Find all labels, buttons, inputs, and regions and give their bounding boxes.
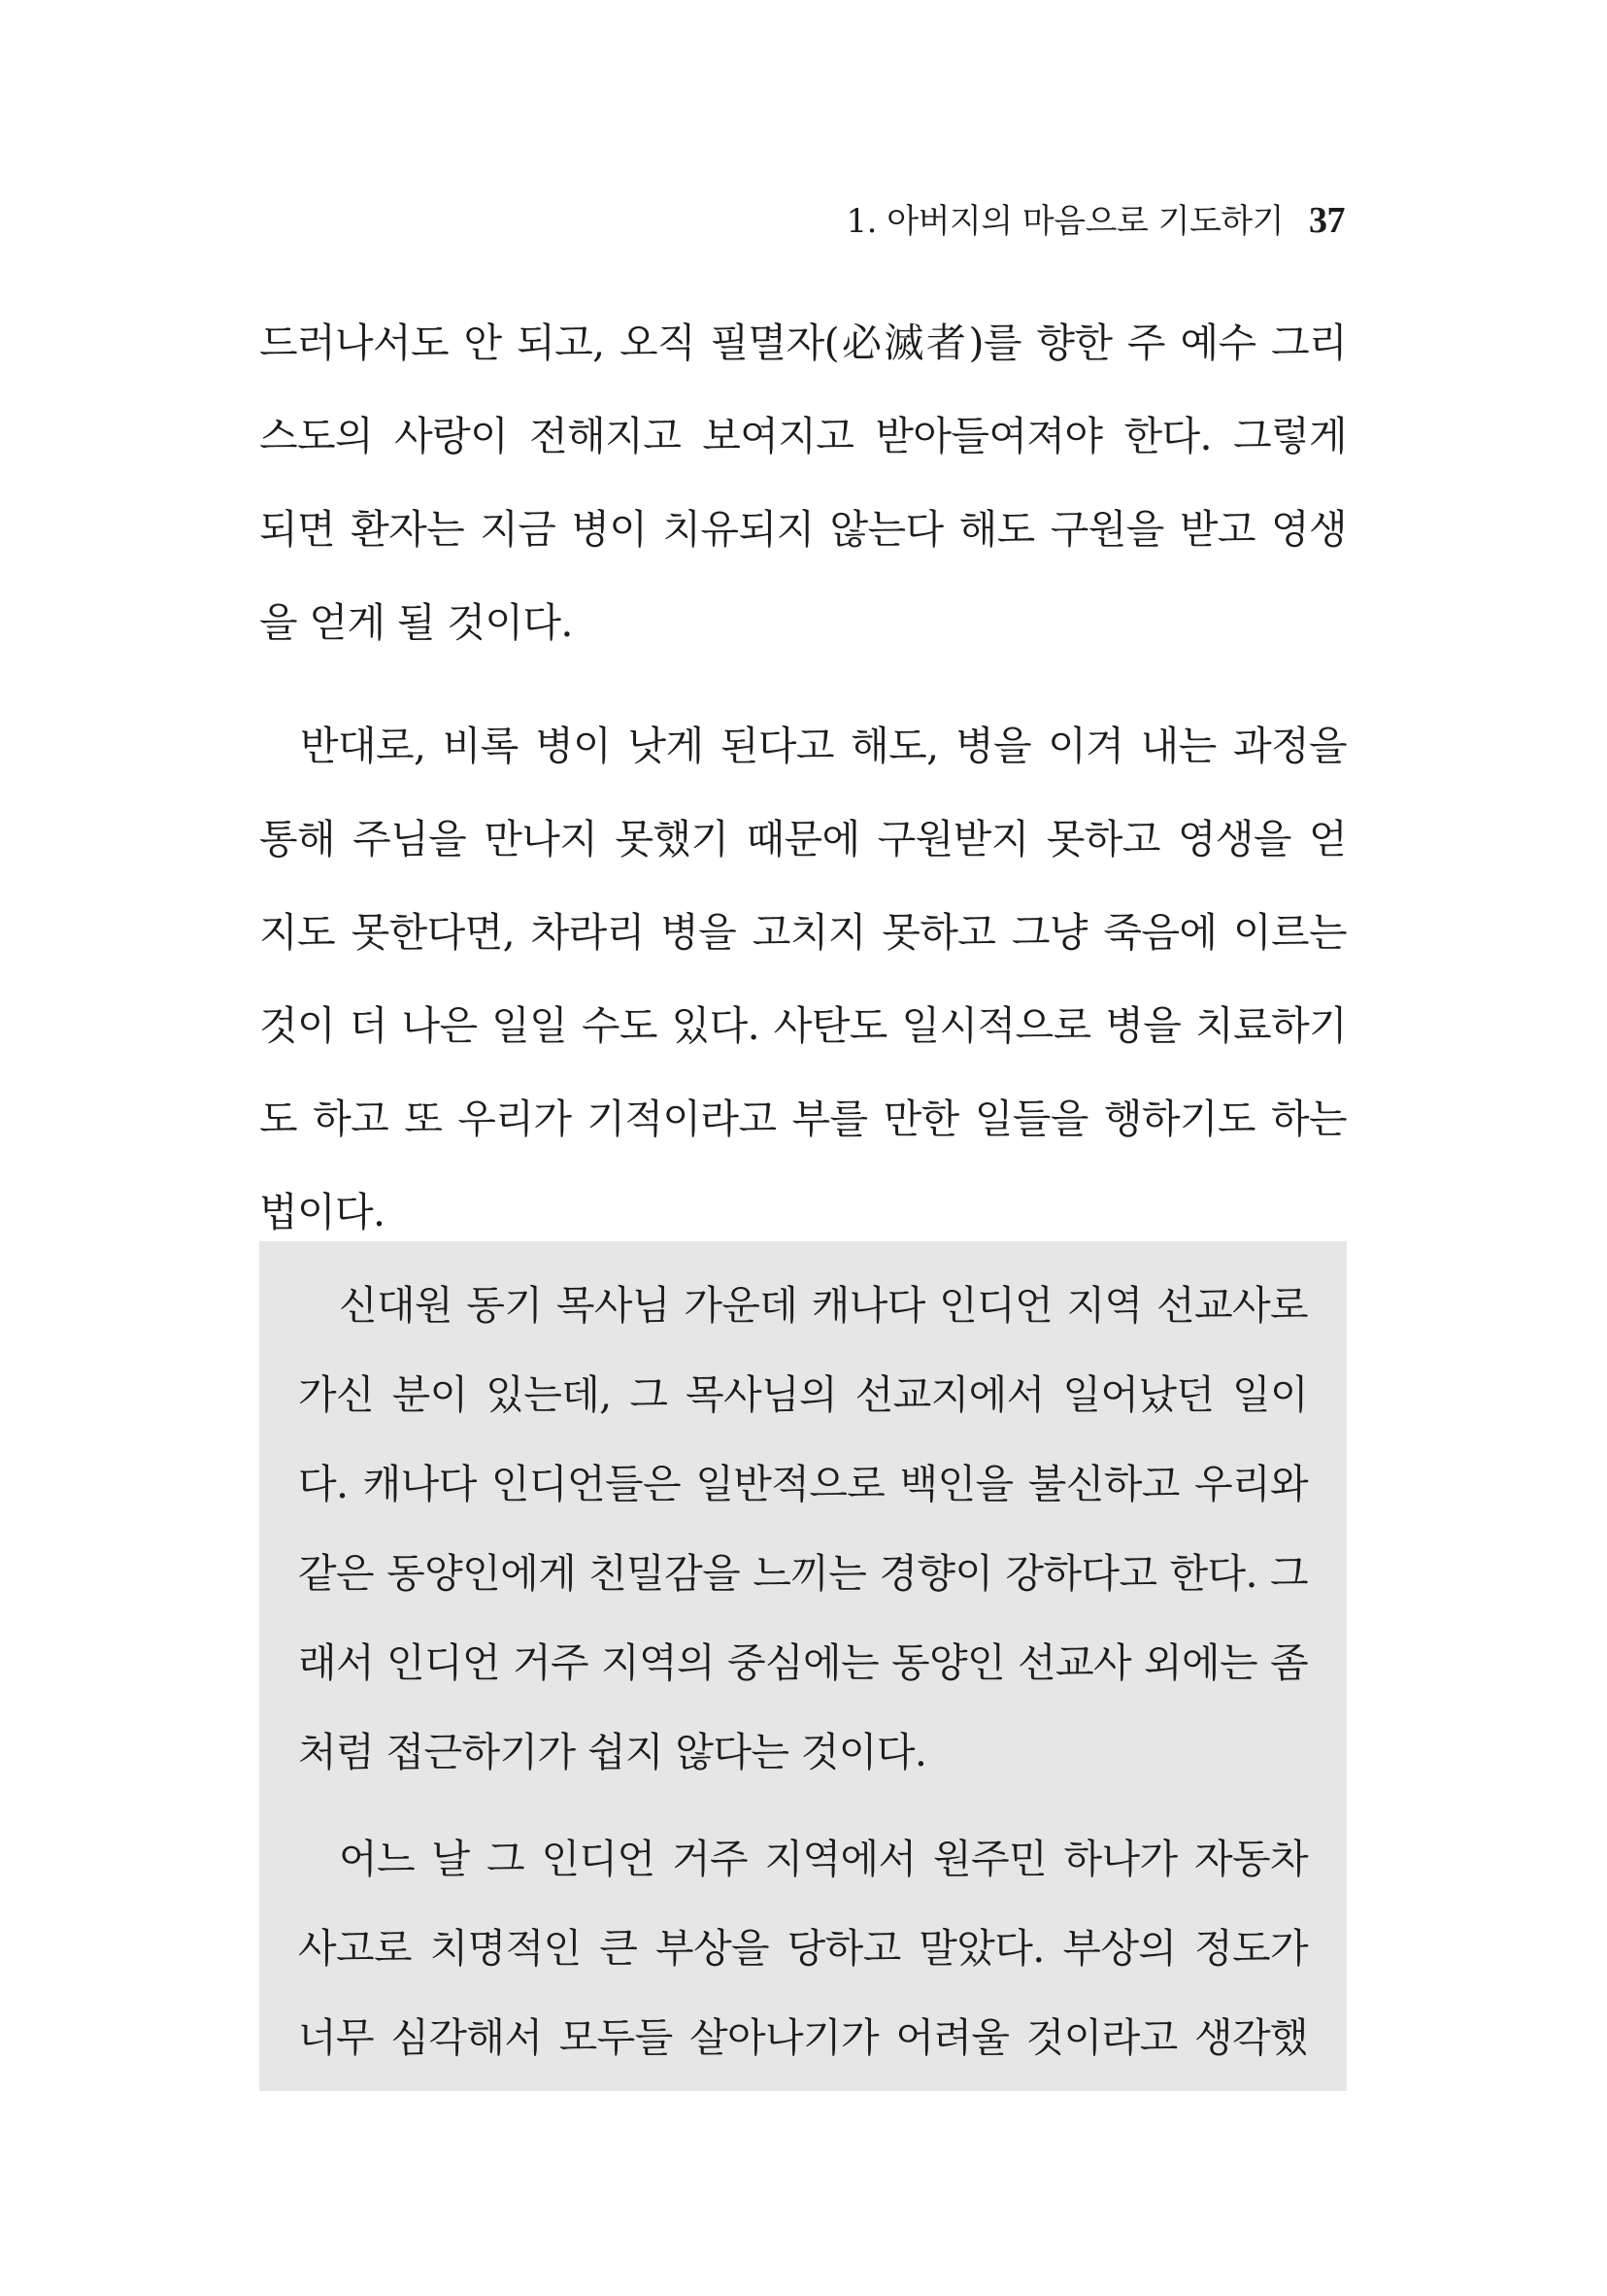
text-line: 래서 인디언 거주 지역의 중심에는 동양인 선교사 외에는 좀 bbox=[298, 1639, 1308, 1686]
paragraph-1 bbox=[259, 296, 1347, 669]
paragraph-2 bbox=[259, 699, 1347, 1259]
inset-paragraph-1 bbox=[298, 1261, 1308, 1797]
running-header bbox=[847, 194, 1346, 248]
inset-paragraph-2 bbox=[298, 1814, 1308, 2082]
text-line: 지도 못한다면, 차라리 병을 고치지 못하고 그냥 죽음에 이르는 bbox=[259, 909, 1347, 956]
text-line: 가신 분이 있는데, 그 목사님의 선교지에서 일어났던 일이 bbox=[298, 1371, 1308, 1418]
text-line: 스도의 사랑이 전해지고 보여지고 받아들여져야 한다. 그렇게 bbox=[259, 413, 1347, 459]
text-line: 어느 날 그 인디언 거주 지역에서 원주민 하나가 자동차 bbox=[339, 1836, 1308, 1882]
chapter-title: 1. 아버지의 마음으로 기도하기 bbox=[846, 202, 1284, 241]
text-line: 반대로, 비록 병이 낫게 된다고 해도, 병을 이겨 내는 과정을 bbox=[300, 723, 1347, 769]
text-line: 것이 더 나은 일일 수도 있다. 사탄도 일시적으로 병을 치료하기 bbox=[259, 1002, 1347, 1049]
inset-story-box bbox=[259, 1241, 1347, 2091]
text-line: 도 하고 또 우리가 기적이라고 부를 만한 일들을 행하기도 하는 bbox=[259, 1096, 1347, 1142]
text-line: 너무 심각해서 모두들 살아나기가 어려울 것이라고 생각했 bbox=[298, 2014, 1308, 2061]
text-line: 다. 캐나다 인디언들은 일반적으로 백인을 불신하고 우리와 bbox=[298, 1461, 1308, 1507]
text-line: 사고로 치명적인 큰 부상을 당하고 말았다. 부상의 정도가 bbox=[298, 1925, 1308, 1972]
text-line: 되면 환자는 지금 병이 치유되지 않는다 해도 구원을 받고 영생 bbox=[259, 506, 1347, 553]
page-number: 37 bbox=[1309, 200, 1345, 241]
text-line: 처럼 접근하기가 쉽지 않다는 것이다. bbox=[298, 1729, 927, 1775]
text-line: 신대원 동기 목사님 가운데 캐나다 인디언 지역 선교사로 bbox=[339, 1282, 1308, 1329]
text-line: 드러나서도 안 되고, 오직 필멸자(必滅者)를 향한 주 예수 그리 bbox=[259, 320, 1347, 366]
text-line: 통해 주님을 만나지 못했기 때문에 구원받지 못하고 영생을 얻 bbox=[259, 816, 1347, 862]
text-line: 을 얻게 될 것이다. bbox=[259, 599, 573, 646]
text-line: 같은 동양인에게 친밀감을 느끼는 경향이 강하다고 한다. 그 bbox=[298, 1550, 1308, 1597]
text-line: 법이다. bbox=[259, 1189, 385, 1235]
